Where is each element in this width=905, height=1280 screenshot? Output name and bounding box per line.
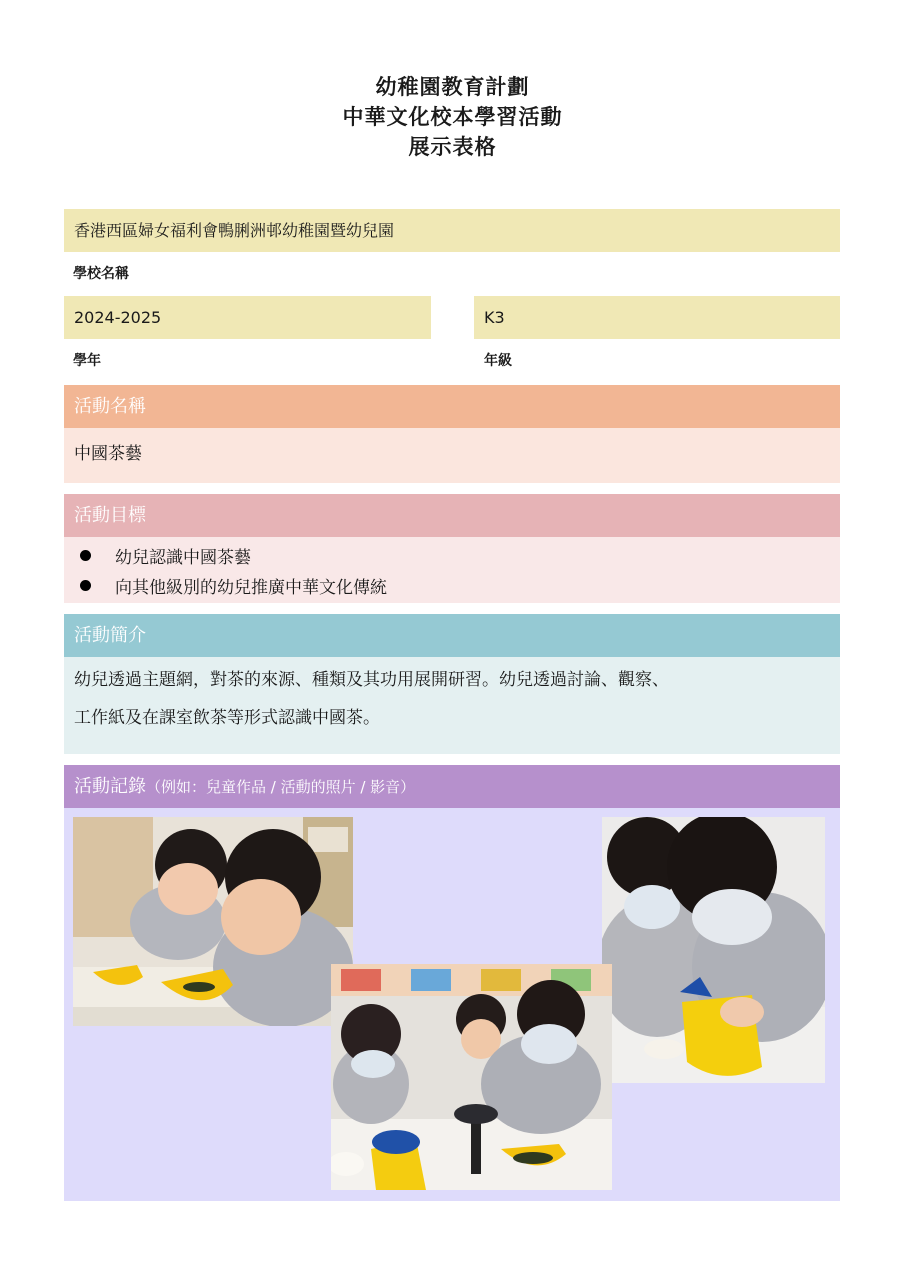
activity-name-heading: 活動名稱 bbox=[64, 385, 840, 428]
bullet-icon bbox=[80, 580, 91, 591]
school-name-label: 學校名稱 bbox=[73, 266, 129, 282]
objective-text: 向其他級別的幼兒推廣中華文化傳統 bbox=[115, 577, 387, 598]
grade-field: K3 bbox=[474, 296, 840, 339]
photo-child-pouring-tea bbox=[602, 817, 825, 1083]
school-year-label: 學年 bbox=[73, 353, 101, 369]
records-heading-title: 活動記錄 bbox=[74, 776, 146, 797]
objective-item bbox=[74, 570, 840, 600]
photo-children-tea-set bbox=[331, 964, 612, 1190]
intro-body bbox=[64, 657, 840, 754]
objectives-heading: 活動目標 bbox=[64, 494, 840, 537]
bullet-icon bbox=[80, 550, 91, 561]
objectives-list bbox=[64, 537, 840, 603]
grade-label: 年級 bbox=[484, 353, 512, 369]
photo-children-smelling-tea bbox=[73, 817, 353, 1026]
school-year-field: 2024-2025 bbox=[64, 296, 431, 339]
title-line-1: 幼稚園教育計劃 bbox=[375, 75, 530, 99]
records-heading bbox=[64, 765, 840, 808]
records-heading-note: （例如：兒童作品 / 活動的照片 / 影音） bbox=[146, 778, 416, 796]
objective-text: 幼兒認識中國茶藝 bbox=[115, 547, 251, 568]
title-line-2: 中華文化校本學習活動 bbox=[342, 105, 563, 129]
intro-heading: 活動簡介 bbox=[64, 614, 840, 657]
title-line-3: 展示表格 bbox=[408, 135, 497, 159]
intro-text-line-2: 工作紙及在課室飲茶等形式認識中國茶。 bbox=[74, 708, 380, 728]
school-name-field: 香港西區婦女福利會鴨脷洲邨幼稚園暨幼兒園 bbox=[64, 209, 840, 252]
activity-name-value: 中國茶藝 bbox=[64, 428, 840, 483]
document-title bbox=[0, 72, 905, 162]
objective-item bbox=[74, 540, 840, 570]
intro-text-line-1: 幼兒透過主題網，對茶的來源、種類及其功用展開研習。幼兒透過討論、觀察、 bbox=[74, 670, 669, 690]
